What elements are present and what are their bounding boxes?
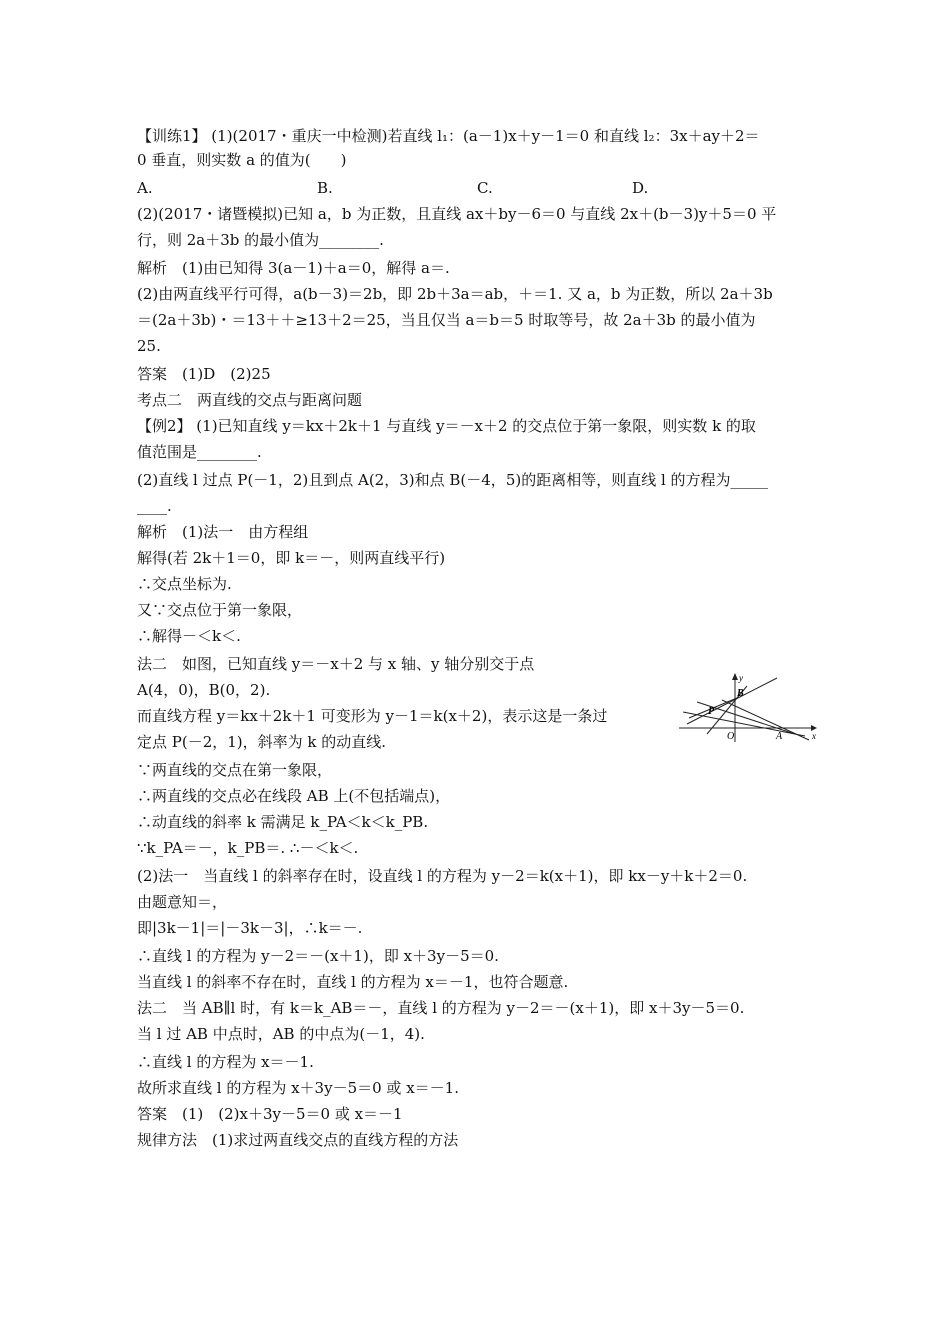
text-line: 规律方法 (1)求过两直线交点的直线方程的方法: [137, 1131, 459, 1149]
text-line: 即|3k－1|＝|－3k－3|，∴k＝－.: [137, 919, 363, 937]
text-line: 法二 当 AB∥l 时，有 k＝k_AB＝－，直线 l 的方程为 y－2＝－(x＋1)，即 x＋3y－5＝0.: [137, 999, 745, 1017]
geometry-figure: [677, 672, 817, 744]
option-a: A.: [137, 179, 153, 197]
text-line: 而直线方程 y＝kx＋2k＋1 可变形为 y－1＝k(x＋2)，表示这是一条过: [137, 707, 608, 725]
text-line: (2)(2017・诸暨模拟)已知 a，b 为正数，且直线 ax＋by－6＝0 与直线 2x＋(b－3)y＋5＝0 平: [137, 205, 777, 223]
label-x: x: [812, 731, 816, 741]
text-line: ∴直线 l 的方程为 x＝－1.: [137, 1053, 314, 1071]
text-line: 当 l 过 AB 中点时，AB 的中点为(－1，4).: [137, 1025, 425, 1043]
text-line: ____.: [137, 497, 172, 515]
text-line: 定点 P(－2，1)，斜率为 k 的动直线.: [137, 733, 387, 751]
text-line: A(4，0)，B(0，2).: [137, 681, 271, 699]
label-o: O: [727, 731, 735, 742]
text-line: 解析 (1)由已知得 3(a－1)＋a＝0，解得 a＝.: [137, 259, 450, 277]
text-line: 故所求直线 l 的方程为 x＋3y－5＝0 或 x＝－1.: [137, 1079, 459, 1097]
option-d: D.: [632, 179, 649, 197]
text-line: ∴动直线的斜率 k 需满足 k_PA＜k＜k_PB.: [137, 813, 429, 831]
y-axis-arrow: [732, 673, 738, 680]
text-line: (2)法一 当直线 l 的斜率存在时，设直线 l 的方程为 y－2＝k(x＋1)，即 kx－y＋k＋2＝0.: [137, 867, 748, 885]
text-line: ∵k_PA＝－，k_PB＝. ∴－＜k＜.: [137, 839, 359, 857]
text-line: 当直线 l 的斜率不存在时，直线 l 的方程为 x＝－1，也符合题意.: [137, 973, 569, 991]
text-line: 行，则 2a＋3b 的最小值为________.: [137, 231, 384, 249]
label-y: y: [739, 673, 743, 683]
text-line: 值范围是________.: [137, 443, 262, 461]
text-line: ∴解得－＜k＜.: [137, 627, 241, 645]
option-c: C.: [477, 179, 493, 197]
text-line: 解析 (1)法一 由方程组: [137, 523, 309, 541]
text-line: 25.: [137, 337, 161, 355]
text-line: ＝(2a＋3b)・＝13＋＋≥13＋2＝25，当且仅当 a＝b＝5 时取等号，故 2a＋3b 的最小值为: [137, 311, 756, 329]
label-p: P: [708, 706, 715, 717]
text-line: 答案 (1)D (2)25: [137, 365, 271, 383]
text-line: (2)由两直线平行可得，a(b－3)＝2b，即 2b＋3a＝ab，＋＝1. 又 a，b 为正数，所以 2a＋3b: [137, 285, 773, 303]
text-line: 0 垂直，则实数 a 的值为( ): [137, 151, 347, 169]
text-line: 考点二 两直线的交点与距离问题: [137, 391, 363, 409]
text-line: (2)直线 l 过点 P(－1，2)且到点 A(2，3)和点 B(－4，5)的距离相等，则直线 l 的方程为_____: [137, 471, 769, 489]
text-line: 法二 如图，已知直线 y＝－x＋2 与 x 轴、y 轴分别交于点: [137, 655, 535, 673]
dynamic-line-1: [687, 678, 777, 724]
label-a: A: [776, 731, 783, 742]
option-b: B.: [317, 179, 333, 197]
text-line: 【训练1】 (1)(2017・重庆一中检测)若直线 l₁：(a－1)x＋y－1＝0 和直线 l₂：3x＋ay＋2＝: [137, 127, 760, 145]
text-line: 由题意知＝，: [137, 893, 228, 911]
text-line: ∴直线 l 的方程为 y－2＝－(x＋1)，即 x＋3y－5＝0.: [137, 947, 499, 965]
text-line: ∵两直线的交点在第一象限，: [137, 761, 333, 779]
text-line: ∴交点坐标为.: [137, 575, 232, 593]
dynamic-line-2: [683, 712, 805, 736]
text-line: 答案 (1) (2)x＋3y－5＝0 或 x＝－1: [137, 1105, 403, 1123]
text-line: 解得(若 2k＋1＝0，即 k＝－，则两直线平行): [137, 549, 446, 567]
text-line: ∴两直线的交点必在线段 AB 上(不包括端点)，: [137, 787, 451, 805]
text-line: 【例2】 (1)已知直线 y＝kx＋2k＋1 与直线 y＝－x＋2 的交点位于第一象限，则实数 k 的取: [137, 417, 756, 435]
text-line: 又∵交点位于第一象限，: [137, 601, 303, 619]
label-b: B: [737, 688, 744, 699]
